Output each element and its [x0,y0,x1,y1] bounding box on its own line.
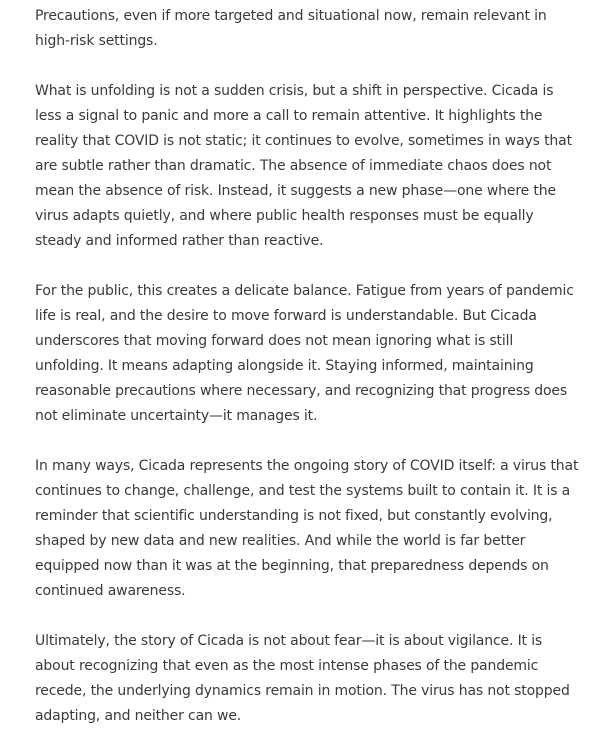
paragraph-vigilance: Ultimately, the story of Cicada is not about fear—it is about vigilance. It is about recognizing that even as the most intense phases of the pandemic recede, the underlying dynamics remain in motion. The virus has not stopped adapting, and neither can we. [35,633,570,724]
paragraph-public-balance: For the public, this creates a delicate balance. Fatigue from years of pandemic life is real, and the desire to move forward is understandable. But Cicada underscores that moving forward does not mean ignoring what is still unfolding. It means adapting alongside it. Staying informed, maintaining reasonable precautions where necessary, and recognizing that progress does not eliminate uncertainty—it manages it. [35,283,574,424]
article-body [35,4,580,754]
paragraph-precautions: Precautions, even if more targeted and situational now, remain relevant in high-risk settings. [35,8,547,49]
paragraph-shift-in-perspective: What is unfolding is not a sudden crisis, but a shift in perspective. Cicada is less a signal to panic and more a call to remain attentive. It highlights the reality that COVID is not static; it continues to evolve, sometimes in ways that are subtle rather than dramatic. The absence of immediate chaos does not mean the absence of risk. Instead, it suggests a new phase—one where the virus adapts quietly, and where public health responses must be equally steady and informed rather than reactive. [35,83,572,249]
paragraph-ongoing-story: In many ways, Cicada represents the ongoing story of COVID itself: a virus that continues to change, challenge, and test the systems built to contain it. It is a reminder that scientific understanding is not fixed, but constantly evolving, shaped by new data and new realities. And while the world is far better equipped now than it was at the beginning, that preparedness depends on continued awareness. [35,458,579,599]
